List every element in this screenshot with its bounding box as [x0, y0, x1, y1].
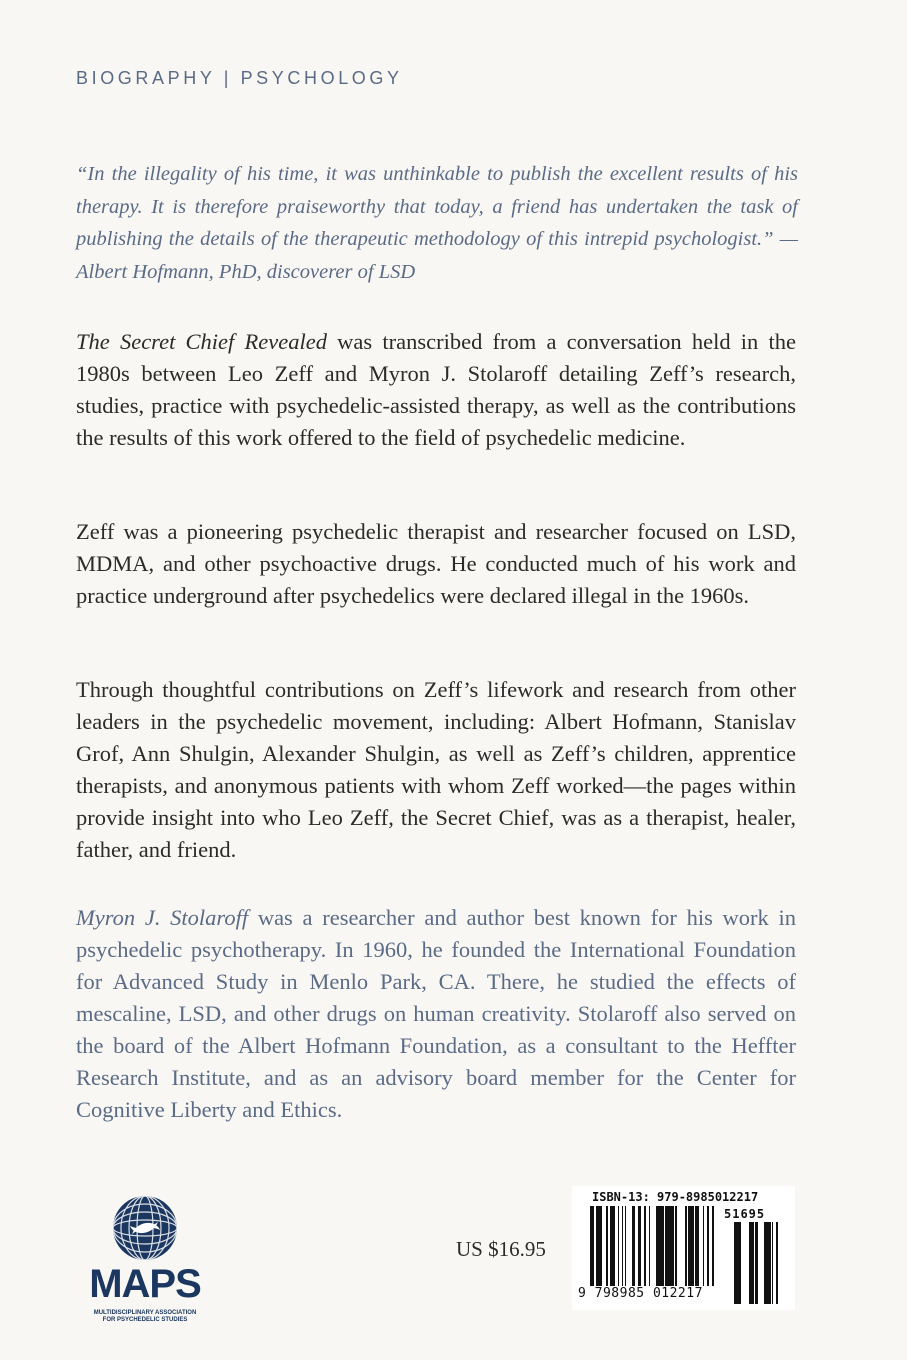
barcode-bar	[649, 1206, 650, 1286]
barcode-bar	[656, 1206, 657, 1286]
barcode-bar	[665, 1206, 668, 1286]
barcode-bar	[770, 1222, 771, 1304]
barcode-bar	[734, 1222, 735, 1304]
barcode-bar	[698, 1206, 699, 1286]
maps-logo-subtext	[80, 1310, 210, 1324]
maps-logo-text: MAPS	[89, 1262, 201, 1306]
barcode-bar	[676, 1206, 677, 1286]
maps-logo-subtext-line-1: MULTIDISCIPLINARY ASSOCIATION	[93, 1310, 197, 1316]
maps-logo	[80, 1190, 210, 1340]
barcode-bar	[755, 1222, 757, 1304]
barcode-bar	[661, 1206, 664, 1286]
barcode-bar	[618, 1206, 619, 1286]
barcode-bar	[753, 1222, 754, 1304]
isbn-label: ISBN-13: 979-8985012217	[592, 1190, 759, 1204]
barcode-bar	[695, 1206, 698, 1286]
barcode-bar	[757, 1222, 758, 1304]
barcode-bar	[610, 1206, 611, 1286]
barcode-bar	[657, 1206, 659, 1286]
endorsement-quote: “In the illegality of his time, it was unthinkable to publish the excellent results of his therapy. It is therefore praiseworthy that today, a friend has undertaken the task of publishing the details of the therapeutic methodology of this intrepid psychologist.” — Albert Hofmann, PhD, discoverer of LSD	[76, 163, 798, 283]
barcode-bar	[692, 1206, 694, 1286]
price-label: US $16.95	[456, 1237, 546, 1261]
barcode-bar	[622, 1206, 623, 1286]
book-title: The Secret Chief Revealed	[76, 329, 327, 354]
barcode-bar	[749, 1222, 750, 1304]
barcode-bar	[750, 1222, 753, 1304]
barcode-bar	[767, 1222, 770, 1304]
barcode-bar	[606, 1206, 608, 1286]
barcode-addon-code: 51695	[724, 1207, 766, 1221]
barcode-bar	[644, 1206, 645, 1286]
barcode-bar	[632, 1206, 635, 1286]
barcode-bar	[764, 1222, 767, 1304]
barcode-bar	[707, 1206, 709, 1286]
barcode-bar	[668, 1206, 670, 1286]
barcode-bar	[591, 1206, 594, 1286]
barcode-digits: 9 798985 012217	[578, 1286, 703, 1301]
maps-logo-subtext-line-2: FOR PSYCHEDELIC STUDIES	[102, 1317, 188, 1323]
barcode-bar	[703, 1206, 704, 1286]
barcode-bar	[675, 1206, 676, 1286]
barcode-bar	[599, 1206, 602, 1286]
category-label: BIOGRAPHY | PSYCHOLOGY	[76, 68, 403, 88]
barcode-bar	[673, 1206, 674, 1286]
barcode-bar	[776, 1222, 778, 1304]
barcode-bar	[638, 1206, 639, 1286]
barcode-bar	[772, 1222, 773, 1304]
barcode-bar	[639, 1206, 641, 1286]
barcode-bar	[735, 1222, 738, 1304]
description-paragraph-1-text: was transcribed from a conversation held in the 1980s between Leo Zeff and Myron J. Stolaroff detailing Zeff’s research, studies, practice with psychedelic-assisted therapy, as well as the contributions the results of this work offered to the field of psychedelic medicine.	[76, 329, 796, 450]
barcode-bar	[659, 1206, 661, 1286]
author-bio	[76, 902, 796, 1126]
barcode-bar	[590, 1206, 591, 1286]
barcode-bar	[688, 1206, 689, 1286]
barcode-bar	[685, 1206, 687, 1286]
description-paragraph-1	[76, 326, 796, 454]
description-paragraph-3: Through thoughtful contributions on Zeff’s lifework and research from other leaders in the psychedelic movement, including: Albert Hofmann, Stanislav Grof, Ann Shulgin, Alexander Shulgin, as well as Zeff’s children, apprentice therapists, and anonymous patients with whom Zeff worked—the pages within provide insight into who Leo Zeff, the Secret Chief, was as a therapist, healer, father, and friend.	[76, 677, 796, 862]
barcode-bar	[645, 1206, 646, 1286]
barcode-bar	[614, 1206, 615, 1286]
barcode-bar	[670, 1206, 673, 1286]
barcode-bar	[596, 1206, 599, 1286]
barcode	[572, 1186, 795, 1310]
barcode-bar	[712, 1206, 714, 1286]
author-bio-text: was a researcher and author best known for his work in psychedelic psychotherapy. In 1960, he founded the International Foundation for Advanced Study in Menlo Park, CA. There, he studied the effects of mescaline, LSD, and other drugs on human creativity. Stolaroff also served on the board of the Albert Hofmann Foundation, as a consultant to the Heffter Research Institute, and as an advisory board member for the Center for Cognitive Liberty and Ethics.	[76, 905, 796, 1122]
barcode-bar	[689, 1206, 692, 1286]
barcode-bar	[611, 1206, 614, 1286]
description-paragraph-2: Zeff was a pioneering psychedelic therapist and researcher focused on LSD, MDMA, and other psychoactive drugs. He conducted much of his work and practice underground after psychedelics were declared illegal in the 1960s.	[76, 519, 796, 608]
maps-globe-icon	[80, 1190, 210, 1270]
barcode-bar	[738, 1222, 741, 1304]
barcode-bar	[625, 1206, 626, 1286]
author-name: Myron J. Stolaroff	[76, 905, 249, 930]
